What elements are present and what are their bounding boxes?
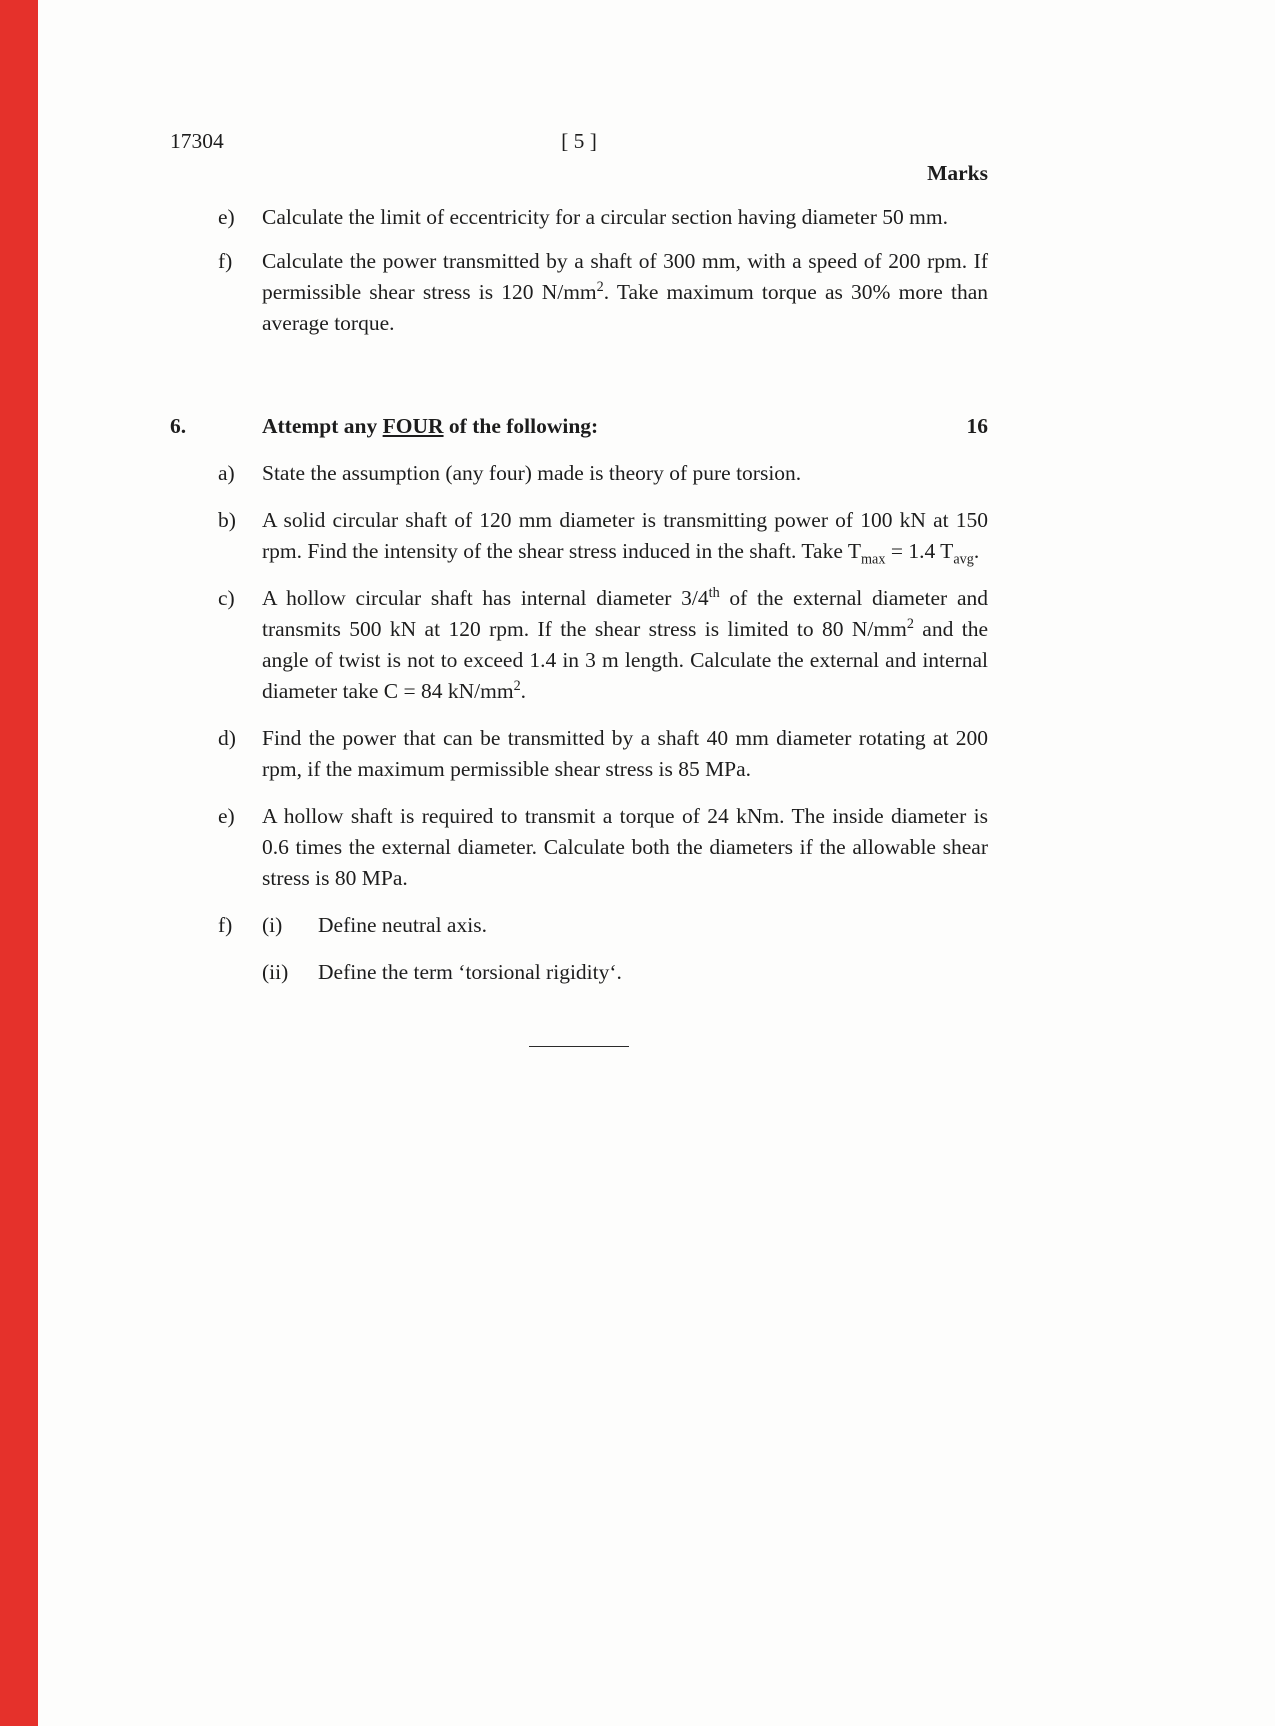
item-label: d)	[218, 726, 236, 750]
end-of-paper-rule	[529, 1046, 629, 1047]
item-text: A solid circular shaft of 120 mm diameter is transmitting power of 100 kN at 150 rpm. Find the intensity of the shear stress induced in the shaft. Take $T_{max} = 1.4$ $T_{avg}$.	[262, 508, 988, 568]
item-label: b)	[218, 508, 236, 532]
question-marks: 16	[966, 414, 988, 438]
question-item-5f	[218, 246, 988, 339]
item-text: State the assumption (any four) made is theory of pure torsion.	[262, 461, 802, 485]
item-text: A hollow circular shaft has internal diameter 3/4th of the external diameter and transmits 500 kN at 120 rpm. If the shear stress is limited to 80 $N/mm^2$ and the angle of twist is not to exceed 1.4 in 3 m length. Calculate the external and internal diameter take C = 84 $kN/mm^2$.	[262, 584, 989, 703]
question-item-6f-i	[218, 910, 988, 941]
page-header	[170, 126, 988, 158]
item-text: Calculate the power transmitted by a shaft of 300 mm, with a speed of 200 rpm. If permissible shear stress is 120 $N/mm^2$. Take maximum torque as 30% more than average torque.	[262, 249, 988, 335]
question-number: 6.	[170, 414, 187, 438]
page-number: [ 5 ]	[561, 129, 597, 153]
question-item-6d	[218, 723, 988, 785]
question-title-pre: Attempt any	[262, 414, 383, 438]
sub-item-label: (ii)	[262, 960, 289, 984]
item-text: A hollow shaft is required to transmit a torque of 24 kNm. The inside diameter is 0.6 times the external diameter. Calculate both the diameters if the allowable shear stress is 80 MPa.	[262, 804, 988, 890]
item-label: c)	[218, 586, 235, 610]
question-item-6a	[218, 458, 988, 489]
question-6-items	[170, 458, 988, 988]
item-text: Calculate the limit of eccentricity for a circular section having diameter 50 mm.	[262, 205, 948, 229]
question-title-keyword: FOUR	[382, 414, 444, 438]
item-label	[218, 957, 262, 988]
question-title	[262, 411, 967, 442]
scan-edge-stripe	[0, 0, 38, 1726]
item-text: Define neutral axis.	[318, 913, 487, 937]
item-text: Define the term ‘torsional rigidity‘.	[318, 960, 622, 984]
sub-item-label: (i)	[262, 913, 283, 937]
marks-label: Marks	[927, 161, 988, 185]
item-text: Find the power that can be transmitted by a shaft 40 mm diameter rotating at 200 rpm, if the maximum permissible shear stress is 85 MPa.	[262, 726, 988, 781]
question-6-heading	[170, 411, 988, 442]
question-item-6e	[218, 801, 988, 894]
paper-code: 17304	[170, 129, 224, 153]
item-label: a)	[218, 461, 235, 485]
question-title-post: of the following:	[443, 414, 599, 438]
item-label: f)	[218, 249, 233, 273]
page-content	[170, 126, 988, 1047]
item-label: e)	[218, 205, 235, 229]
item-label: f)	[218, 913, 233, 937]
question-item-6b	[218, 505, 988, 567]
item-label: e)	[218, 804, 235, 828]
question-item-6f-ii	[218, 957, 988, 988]
question-item-6c	[218, 583, 988, 707]
question-item-5e	[218, 202, 988, 233]
